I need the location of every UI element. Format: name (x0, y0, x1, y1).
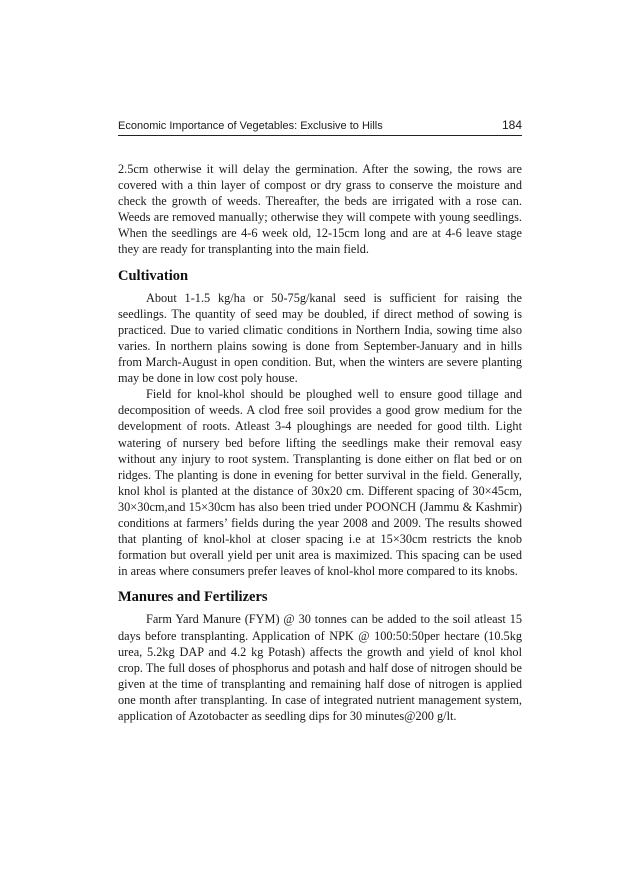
header-title: Economic Importance of Vegetables: Exclusive to Hills (118, 120, 383, 132)
body-text (118, 161, 522, 724)
paragraph-field-preparation: Field for knol-khol should be ploughed well to ensure good tillage and decomposition of weeds. A clod free soil provides a good grow medium for the development of roots. Atleast 3-4 ploughings are needed for good tilth. Light watering of nursery bed before lifting the seedlings make their removal easy without any injury to root system. Transplanting is done either on flat bed or on ridges. The planting is done in evening for better survival in the field. Generally, knol khol is planted at the distance of 30x20 cm. Different spacing of 30×45cm, 30×30cm,and 15×30cm has also been tried under POONCH (Jammu & Kashmir) conditions at farmers’ fields during the year 2008 and 2009. The results showed that planting of knol-khol at closer spacing i.e at 15×30cm restricts the knob formation but overall yield per unit area is maximized. This spacing can be used in areas where consumers prefer leaves of knol-khol more compared to its knobs. (118, 387, 522, 579)
paragraph-fym-npk: Farm Yard Manure (FYM) @ 30 tonnes can be added to the soil atleast 15 days before transplanting. Application of NPK @ 100:50:50per hectare (10.5kg urea, 5.2kg DAP and 4.2 kg Potash) affects the growth and yield of knol khol crop. The full doses of phosphorus and potash and half dose of nitrogen should be given at the time of transplanting and remaining half dose of nitrogen is applied one month after transplanting. In case of integrated nutrient management system, application of Azotobacter as seedling dips for 30 minutes@200 g/lt. (118, 612, 522, 723)
heading-manures-fertilizers: Manures and Fertilizers (118, 589, 268, 606)
heading-cultivation: Cultivation (118, 267, 189, 284)
page-number: 184 (501, 118, 522, 132)
document-page (118, 118, 522, 724)
paragraph-seedling-care: 2.5cm otherwise it will delay the germination. After the sowing, the rows are covered with a thin layer of compost or dry grass to conserve the moisture and check the growth of weeds. Thereafter, the beds are irrigated with a rose can. Weeds are removed manually; otherwise they will compete with young seedlings. When the seedlings are 4-6 week old, 12-15cm long and are at 4-6 leave stage they are ready for transplanting into the main field. (118, 162, 522, 257)
running-header (118, 118, 522, 136)
paragraph-seed-rate: About 1-1.5 kg/ha or 50-75g/kanal seed is sufficient for raising the seedlings. The quantity of seed may be doubled, if direct method of sowing is practiced. Due to varied climatic conditions in Northern India, sowing time also varies. In northern plains sowing is done from September-January and in hills from March-August in open condition. But, when the winters are severe planting may be done in low cost poly house. (118, 290, 522, 386)
